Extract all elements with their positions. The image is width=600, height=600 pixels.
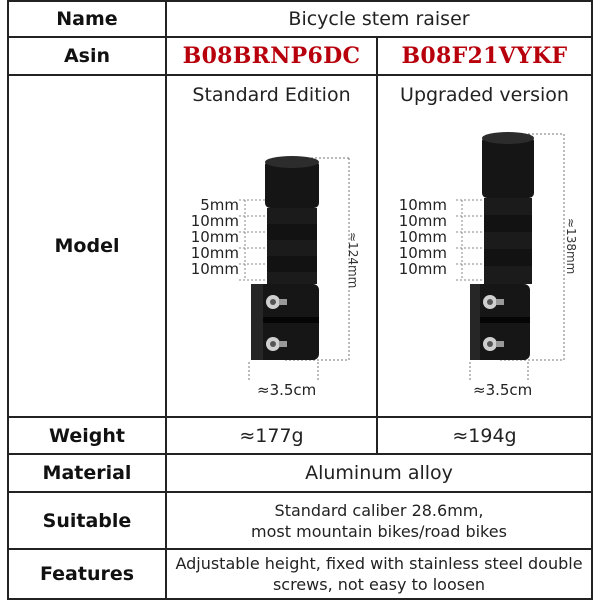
- spacer-label-4: 10mm: [190, 244, 239, 262]
- material-label: Material: [42, 462, 132, 484]
- diameter-dimension-upgraded: ≈3.5cm: [473, 381, 533, 399]
- name-value: Bicycle stem raiser: [288, 8, 470, 30]
- table-border-right: [591, 0, 593, 600]
- spacer-label-3: 10mm: [190, 228, 239, 246]
- suitable-line-2: most mountain bikes/road bikes: [251, 521, 507, 541]
- height-dimension-standard: ≈124mm: [346, 232, 360, 289]
- spacer-label-2: 10mm: [190, 212, 239, 230]
- name-label: Name: [56, 8, 118, 30]
- diameter-dimension-standard: ≈3.5cm: [257, 381, 317, 399]
- spacer-label-4: 10mm: [398, 244, 447, 262]
- suitable-value: [167, 493, 591, 548]
- spacer-label-3: 10mm: [398, 228, 447, 246]
- weight-standard: ≈177g: [239, 424, 304, 447]
- edition-upgraded: Upgraded version: [400, 84, 569, 106]
- suitable-line-1: Standard caliber 28.6mm,: [274, 500, 484, 520]
- spacer-label-5: 10mm: [398, 260, 447, 278]
- features-label: Features: [39, 563, 135, 585]
- height-dimension-upgraded: ≈138mm: [564, 218, 578, 275]
- weight-label: Weight: [49, 424, 125, 447]
- features-line-2: screws, not easy to loosen: [272, 575, 486, 594]
- asin-upgraded: B08F21VYKF: [401, 43, 568, 69]
- material-value: Aluminum alloy: [305, 462, 453, 484]
- edition-standard: Standard Edition: [192, 84, 351, 106]
- model-label: Model: [54, 235, 120, 257]
- spacer-label-1: 5mm: [200, 196, 239, 214]
- spacer-label-5: 10mm: [190, 260, 239, 278]
- spacer-label-1: 10mm: [398, 196, 447, 214]
- asin-standard: B08BRNP6DC: [182, 43, 361, 69]
- spacer-label-2: 10mm: [398, 212, 447, 230]
- asin-label: Asin: [63, 45, 111, 67]
- features-line-1: Adjustable height, fixed with stainless steel double: [175, 554, 583, 573]
- spec-table: [7, 0, 593, 600]
- features-value: [167, 550, 591, 598]
- weight-upgraded: ≈194g: [452, 424, 517, 447]
- suitable-label: Suitable: [42, 509, 132, 532]
